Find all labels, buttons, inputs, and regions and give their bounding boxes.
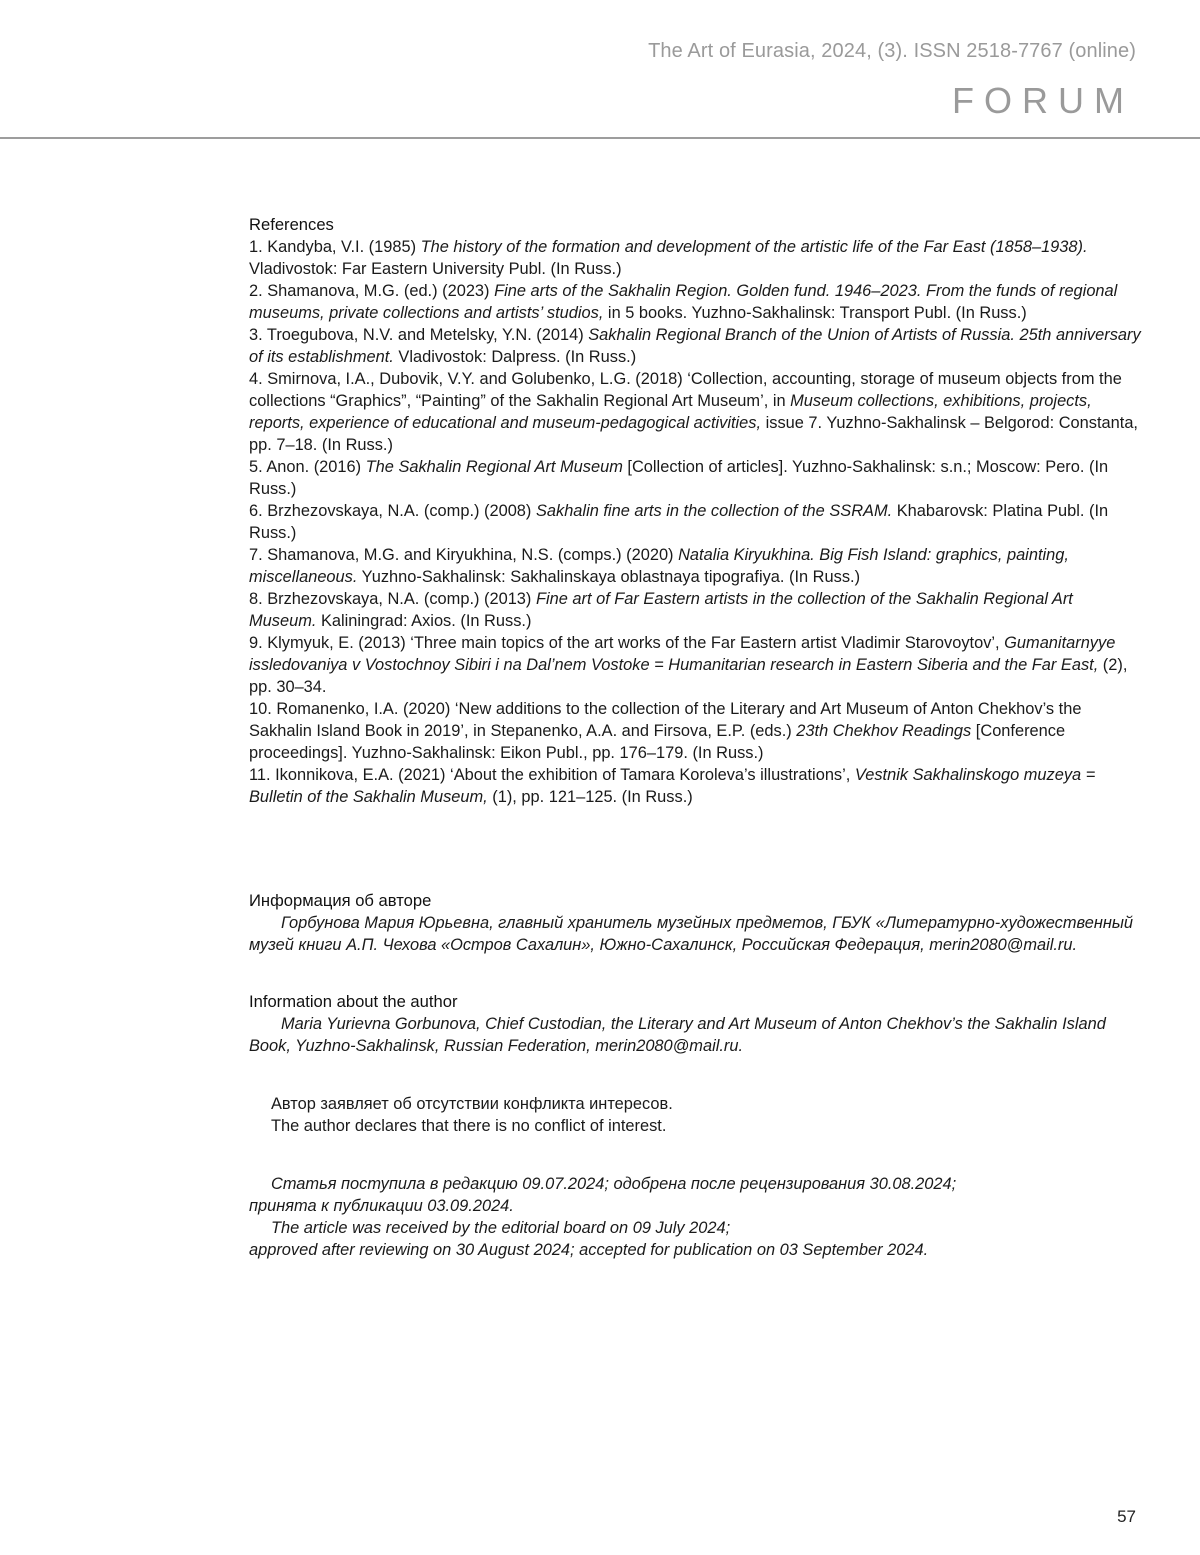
reference-item: 3. Troegubova, N.V. and Metelsky, Y.N. (2014) Sakhalin Regional Branch of the Union of Artists of Russia. 25th anniversary of its establishment. Vladivostok: Dalpress. (In Russ.) xyxy=(249,326,1141,366)
article-dates xyxy=(249,1173,1144,1261)
reference-item: 10. Romanenko, I.A. (2020) ‘New additions to the collection of the Literary and Art Museum of Anton Chekhov’s the Sakhalin Island Book in 2019’, in Stepanenko, A.A. and Firsova, E.P. (eds.) 23th Chekhov Readings [Conference proceedings]. Yuzhno-Sakhalinsk: Eikon Publ., pp. 176–179. (In Russ.) xyxy=(249,700,1082,762)
reference-item: 7. Shamanova, M.G. and Kiryukhina, N.S. (comps.) (2020) Natalia Kiryukhina. Big Fish Island: graphics, painting, miscellaneous. Yuzhno-Sakhalinsk: Sakhalinskaya oblastnaya tipografiya. (In Russ.) xyxy=(249,546,1069,586)
reference-item: 11. Ikonnikova, E.A. (2021) ‘About the exhibition of Tamara Koroleva’s illustrations’, Vestnik Sakhalinskogo muzeya = Bulletin of the Sakhalin Museum, (1), pp. 121–125. (In Russ.) xyxy=(249,766,1096,806)
reference-item: 8. Brzhezovskaya, N.A. (comp.) (2013) Fine art of Far Eastern artists in the collection of the Sakhalin Regional Art Museum. Kaliningrad: Axios. (In Russ.) xyxy=(249,590,1073,630)
reference-item: 4. Smirnova, I.A., Dubovik, V.Y. and Golubenko, L.G. (2018) ‘Collection, accounting, storage of museum objects from the collections “Graphics”, “Painting” of the Sakhalin Regional Art Museum’, in Museum collections, exhibitions, projects, reports, experience of educational and museum-pedagogical activities, issue 7. Yuzhno-Sakhalinsk – Belgorod: Constanta, pp. 7–18. (In Russ.) xyxy=(249,370,1138,454)
author-info-en xyxy=(249,991,1144,1057)
reference-item: 2. Shamanova, M.G. (ed.) (2023) Fine arts of the Sakhalin Region. Golden fund. 1946–2023. From the funds of regional museums, private collections and artists’ studios, in 5 books. Yuzhno-Sakhalinsk: Transport Publ. (In Russ.) xyxy=(249,282,1118,322)
dates-en-line2: approved after reviewing on 30 August 2024; accepted for publication on 03 September 2024. xyxy=(249,1241,929,1259)
conflict-statement xyxy=(249,1093,1144,1137)
conflict-en: The author declares that there is no conflict of interest. xyxy=(271,1117,667,1135)
page-number: 57 xyxy=(1117,1507,1136,1526)
author-info-ru xyxy=(249,890,1144,956)
reference-item: 6. Brzhezovskaya, N.A. (comp.) (2008) Sakhalin fine arts in the collection of the SSRAM. Khabarovsk: Platina Publ. (In Russ.) xyxy=(249,502,1109,542)
references-list xyxy=(249,236,1144,808)
header-divider xyxy=(0,137,1200,139)
author-info-ru-heading: Информация об авторе xyxy=(249,891,432,910)
author-info-en-text: Maria Yurievna Gorbunova, Chief Custodian, the Literary and Art Museum of Anton Chekhov’s the Sakhalin Island Book, Yuzhno-Sakhalinsk, Russian Federation, merin2080@mail.ru. xyxy=(249,1015,1106,1055)
journal-citation: The Art of Eurasia, 2024, (3). ISSN 2518-7767 (online) xyxy=(648,40,1136,62)
conflict-ru: Автор заявляет об отсутствии конфликта интересов. xyxy=(271,1095,673,1113)
author-info-ru-text: Горбунова Мария Юрьевна, главный хранитель музейных предметов, ГБУК «Литературно-художественный музей книги А.П. Чехова «Остров Сахалин», Южно-Сахалинск, Российская Федерация, merin2080@mail.ru. xyxy=(249,914,1134,954)
reference-item: 9. Klymyuk, E. (2013) ‘Three main topics of the art works of the Far Eastern artist Vladimir Starovoytov’, Gumanitarnyye issledovaniya v Vostochnoy Sibiri i na Dal’nem Vostoke = Humanitarian research in Eastern Siberia and the Far East, (2), pp. 30–34. xyxy=(249,634,1128,696)
dates-ru-line1: Статья поступила в редакцию 09.07.2024; одобрена после рецензирования 30.08.2024; xyxy=(271,1175,957,1193)
dates-ru-line2: принята к публикации 03.09.2024. xyxy=(249,1197,514,1215)
dates-en-line1: The article was received by the editorial board on 09 July 2024; xyxy=(271,1219,731,1237)
references-heading: References xyxy=(249,215,334,234)
author-info-en-heading: Information about the author xyxy=(249,992,458,1011)
reference-item: 1. Kandyba, V.I. (1985) The history of the formation and development of the artistic life of the Far East (1858–1938). Vladivostok: Far Eastern University Publ. (In Russ.) xyxy=(249,238,1088,278)
section-title: FORUM xyxy=(952,80,1134,121)
reference-item: 5. Anon. (2016) The Sakhalin Regional Art Museum [Collection of articles]. Yuzhno-Sakhalinsk: s.n.; Moscow: Pero. (In Russ.) xyxy=(249,458,1109,498)
page-content xyxy=(249,214,1144,1261)
